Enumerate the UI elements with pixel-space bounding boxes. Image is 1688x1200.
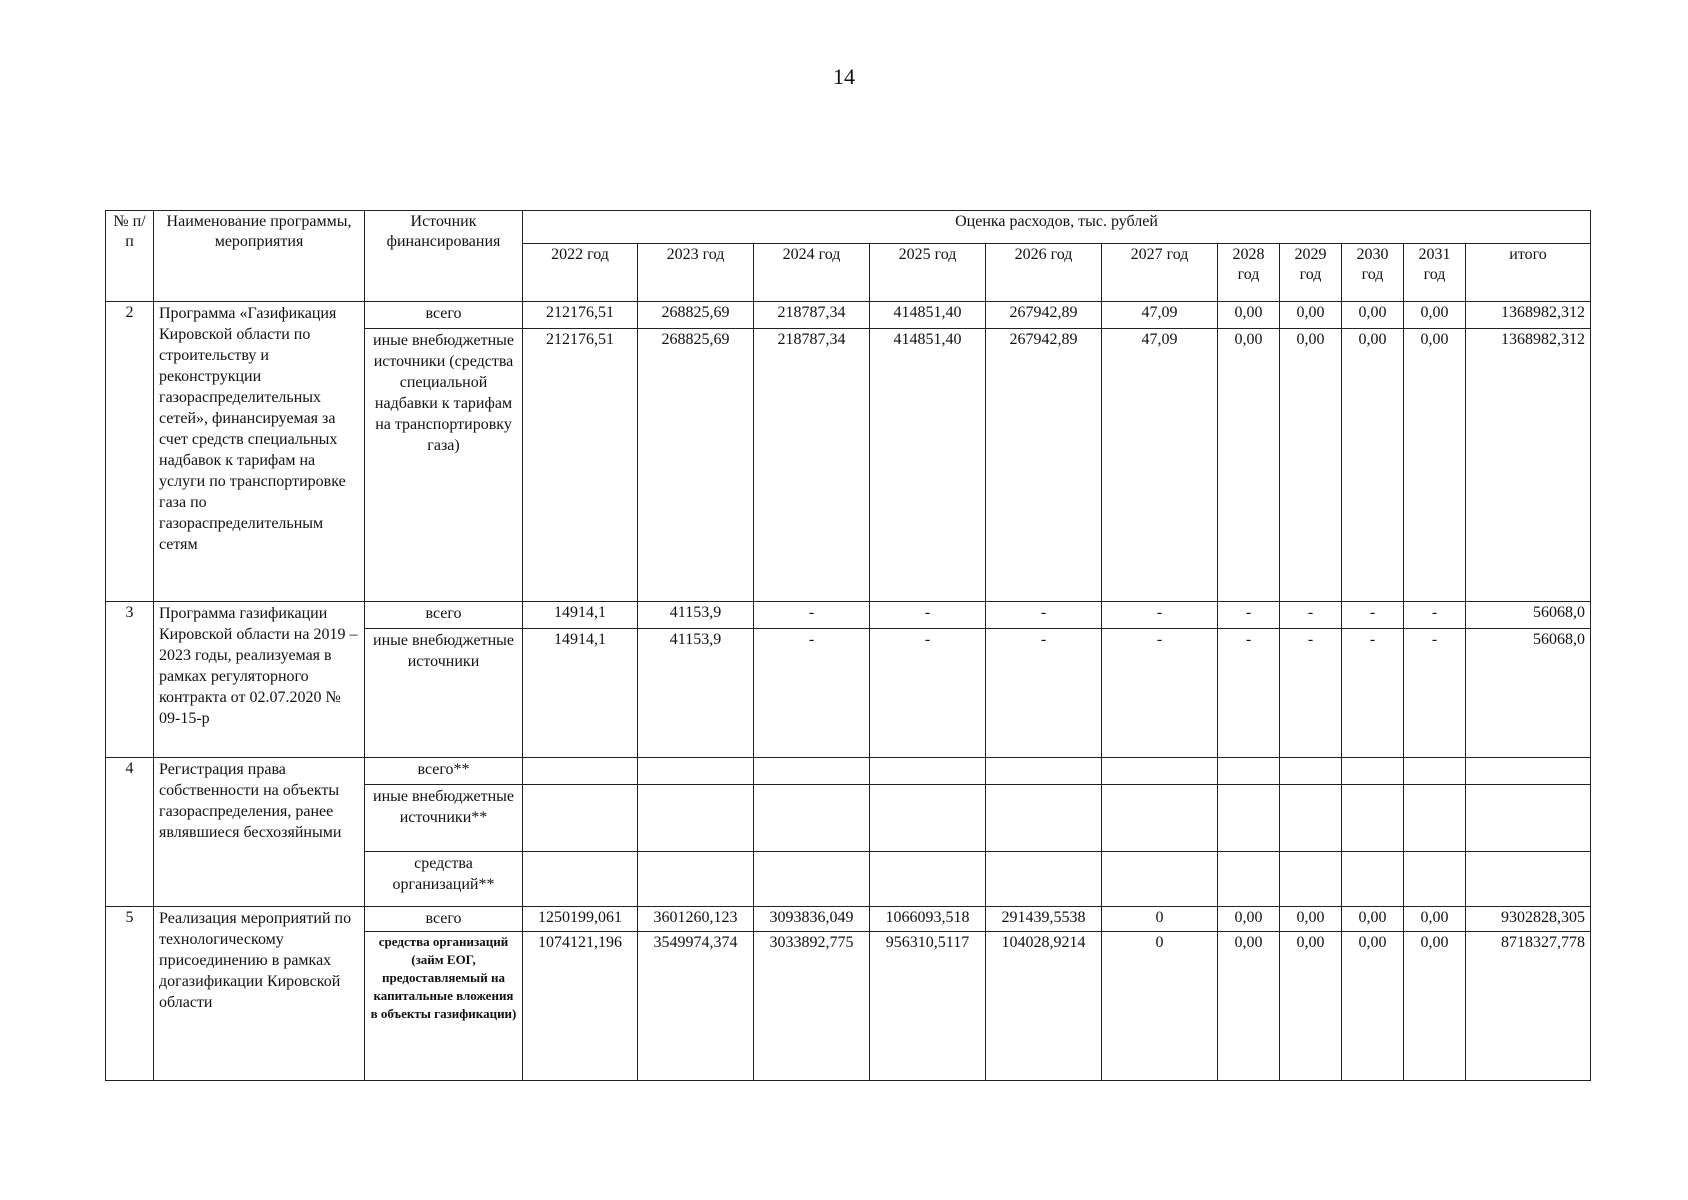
year-value: - xyxy=(754,629,870,758)
year-value: 268825,69 xyxy=(638,329,754,602)
year-value: - xyxy=(1342,602,1404,629)
year-value: 956310,5117 xyxy=(870,932,986,1081)
year-value: 3033892,775 xyxy=(754,932,870,1081)
year-value: - xyxy=(986,629,1102,758)
table-row xyxy=(106,758,1591,785)
year-value xyxy=(1404,785,1466,852)
year-value: 3549974,374 xyxy=(638,932,754,1081)
funding-source: иные внебюджетные источники (средства специальной надбавки к тарифам на транспортировку газа) xyxy=(365,329,523,602)
budget-table xyxy=(105,210,1591,1081)
year-value: 14914,1 xyxy=(523,602,638,629)
year-value: 0,00 xyxy=(1218,329,1280,602)
year-value: 0,00 xyxy=(1342,907,1404,932)
header-year: 2023 год xyxy=(638,243,754,301)
page-number: 14 xyxy=(833,64,855,89)
funding-source: всего** xyxy=(365,758,523,785)
year-value: - xyxy=(1404,629,1466,758)
year-value xyxy=(1102,758,1218,785)
year-value: 291439,5538 xyxy=(986,907,1102,932)
program-name: Регистрация права собственности на объекты газораспределения, ранее являвшиеся бесхозяйными xyxy=(154,758,365,907)
year-value: 0,00 xyxy=(1280,932,1342,1081)
year-value: - xyxy=(870,629,986,758)
header-year: 2024 год xyxy=(754,243,870,301)
total-value: 8718327,778 xyxy=(1466,932,1591,1081)
year-value xyxy=(754,758,870,785)
year-value xyxy=(870,758,986,785)
year-value xyxy=(638,785,754,852)
year-value: 0,00 xyxy=(1218,302,1280,329)
year-value xyxy=(1280,852,1342,907)
year-value: 0,00 xyxy=(1404,329,1466,602)
year-value: 0,00 xyxy=(1342,932,1404,1081)
year-value: 0,00 xyxy=(1342,302,1404,329)
year-value: - xyxy=(754,602,870,629)
year-value: - xyxy=(1404,602,1466,629)
header-name: Наименование программы, мероприятия xyxy=(154,211,365,302)
year-value xyxy=(986,852,1102,907)
year-value: 1250199,061 xyxy=(523,907,638,932)
year-value xyxy=(1280,785,1342,852)
year-value: 47,09 xyxy=(1102,329,1218,602)
year-value: 14914,1 xyxy=(523,629,638,758)
header-year: 2030 год xyxy=(1342,243,1404,301)
year-value: 0 xyxy=(1102,907,1218,932)
year-value: 0,00 xyxy=(1342,329,1404,602)
year-value xyxy=(870,852,986,907)
year-value xyxy=(523,852,638,907)
year-value xyxy=(638,758,754,785)
year-value: 41153,9 xyxy=(638,602,754,629)
year-value: 1074121,196 xyxy=(523,932,638,1081)
table-row xyxy=(106,602,1591,629)
funding-source: средства организаций** xyxy=(365,852,523,907)
header-total: итого xyxy=(1466,243,1591,301)
table-row xyxy=(106,302,1591,329)
year-value xyxy=(1218,852,1280,907)
header-source: Источник финансирования xyxy=(365,211,523,302)
header-num: № п/п xyxy=(106,211,154,302)
year-value xyxy=(1404,852,1466,907)
year-value: 218787,34 xyxy=(754,329,870,602)
total-value: 56068,0 xyxy=(1466,629,1591,758)
year-value: 104028,9214 xyxy=(986,932,1102,1081)
year-value xyxy=(1218,758,1280,785)
header-year: 2028 год xyxy=(1218,243,1280,301)
year-value xyxy=(1342,852,1404,907)
year-value: - xyxy=(1102,629,1218,758)
total-value: 1368982,312 xyxy=(1466,329,1591,602)
year-value: 267942,89 xyxy=(986,302,1102,329)
year-value xyxy=(870,785,986,852)
year-value xyxy=(523,785,638,852)
table-row xyxy=(106,907,1591,932)
header-year: 2027 год xyxy=(1102,243,1218,301)
year-value: 0,00 xyxy=(1280,329,1342,602)
year-value: 0,00 xyxy=(1404,932,1466,1081)
year-value: 47,09 xyxy=(1102,302,1218,329)
year-value: 268825,69 xyxy=(638,302,754,329)
header-year: 2031 год xyxy=(1404,243,1466,301)
year-value: 0,00 xyxy=(1218,932,1280,1081)
header-year: 2029 год xyxy=(1280,243,1342,301)
year-value: - xyxy=(1280,629,1342,758)
funding-source: всего xyxy=(365,907,523,932)
program-name: Программа газификации Кировской области на 2019 – 2023 годы, реализуемая в рамках регуляторного контракта от 02.07.2020 № 09-15-р xyxy=(154,602,365,758)
year-value: - xyxy=(1218,629,1280,758)
header-year: 2022 год xyxy=(523,243,638,301)
row-number: 4 xyxy=(106,758,154,907)
year-value: 0,00 xyxy=(1404,907,1466,932)
year-value: 3601260,123 xyxy=(638,907,754,932)
funding-source: всего xyxy=(365,602,523,629)
total-value: 1368982,312 xyxy=(1466,302,1591,329)
year-value: 414851,40 xyxy=(870,329,986,602)
header-row xyxy=(106,211,1591,244)
year-value xyxy=(1218,785,1280,852)
funding-source: всего xyxy=(365,302,523,329)
year-value: - xyxy=(986,602,1102,629)
year-value: 414851,40 xyxy=(870,302,986,329)
total-value: 56068,0 xyxy=(1466,602,1591,629)
year-value: 0,00 xyxy=(1280,907,1342,932)
year-value xyxy=(638,852,754,907)
year-value: 212176,51 xyxy=(523,329,638,602)
header-year: 2026 год xyxy=(986,243,1102,301)
year-value xyxy=(1342,758,1404,785)
year-value: - xyxy=(1280,602,1342,629)
year-value xyxy=(1102,852,1218,907)
year-value: - xyxy=(870,602,986,629)
year-value: 0,00 xyxy=(1218,907,1280,932)
year-value xyxy=(523,758,638,785)
row-number: 5 xyxy=(106,907,154,1081)
total-value xyxy=(1466,758,1591,785)
funding-source: средства организаций (займ ЕОГ, предоставляемый на капитальные вложения в объекты газификации) xyxy=(365,932,523,1081)
total-value: 9302828,305 xyxy=(1466,907,1591,932)
year-value xyxy=(1102,785,1218,852)
year-value xyxy=(1342,785,1404,852)
year-value xyxy=(986,785,1102,852)
funding-source: иные внебюджетные источники** xyxy=(365,785,523,852)
total-value xyxy=(1466,785,1591,852)
program-name: Программа «Газификация Кировской области по строительству и реконструкции газораспределительных сетей», финансируемая за счет средств специальных надбавок к тарифам на услуги по транспортировке газа по газораспределительным сетям xyxy=(154,302,365,602)
year-value: 3093836,049 xyxy=(754,907,870,932)
year-value: - xyxy=(1342,629,1404,758)
year-value: 218787,34 xyxy=(754,302,870,329)
row-number: 2 xyxy=(106,302,154,602)
year-value xyxy=(754,785,870,852)
header-year: 2025 год xyxy=(870,243,986,301)
program-name: Реализация мероприятий по технологическому присоединению в рамках догазификации Кировской области xyxy=(154,907,365,1081)
year-value: 1066093,518 xyxy=(870,907,986,932)
year-value: - xyxy=(1218,602,1280,629)
year-value: 0,00 xyxy=(1280,302,1342,329)
year-value xyxy=(986,758,1102,785)
year-value: 212176,51 xyxy=(523,302,638,329)
year-value: 0,00 xyxy=(1404,302,1466,329)
year-value xyxy=(754,852,870,907)
row-number: 3 xyxy=(106,602,154,758)
total-value xyxy=(1466,852,1591,907)
year-value: - xyxy=(1102,602,1218,629)
header-estimate: Оценка расходов, тыс. рублей xyxy=(523,211,1591,244)
year-value: 0 xyxy=(1102,932,1218,1081)
year-value: 267942,89 xyxy=(986,329,1102,602)
year-value xyxy=(1404,758,1466,785)
year-value: 41153,9 xyxy=(638,629,754,758)
year-value xyxy=(1280,758,1342,785)
funding-source: иные внебюджетные источники xyxy=(365,629,523,758)
